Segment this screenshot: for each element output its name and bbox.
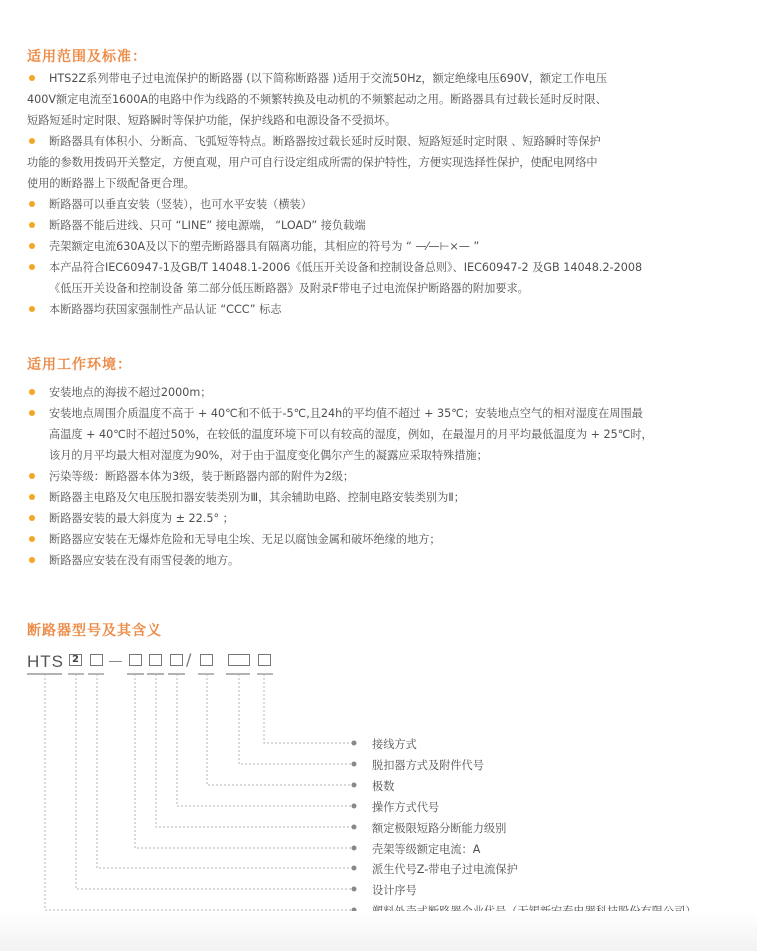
code-box-poles — [200, 654, 213, 666]
legend-label: 极数 — [372, 780, 395, 793]
legend-label: 操作方式代号 — [372, 801, 440, 814]
list-item — [27, 257, 727, 299]
bullet-icon — [29, 75, 35, 81]
legend-label: 派生代号Z-带电子过电流保护 — [372, 863, 518, 876]
model-code-diagram — [0, 640, 757, 930]
list-item — [27, 215, 727, 236]
text-line: 断路器应安装在没有雨雪侵袭的地方。 — [49, 554, 240, 567]
text-line: 断路器具有体积小、分断高、飞弧短等特点。断路器按过载长延时反时限、短路短延时定时限 、短路瞬时等保护 — [49, 135, 601, 148]
scope-list — [27, 68, 727, 320]
legend-label: 设计序号 — [372, 884, 417, 897]
legend-label: 壳架等级额定电流：A — [372, 843, 481, 856]
bullet-icon — [29, 201, 35, 207]
bullet-icon — [29, 473, 35, 479]
legend-label: 脱扣器方式及附件代号 — [372, 759, 484, 772]
bullet-icon — [29, 264, 35, 270]
text-line: 短路短延时定时限、短路瞬时等保护功能，保护线路和电源设备不受损坏。 — [27, 114, 397, 127]
text-line: 本断路器均获国家强制性产品认证 “CCC” 标志 — [49, 303, 282, 316]
bullet-icon — [29, 515, 35, 521]
code-box-frame-current — [129, 654, 142, 666]
bullet-icon — [29, 494, 35, 500]
bullet-icon — [29, 222, 35, 228]
legend-label: 接线方式 — [372, 738, 417, 751]
list-item — [27, 550, 727, 571]
list-item — [27, 131, 727, 194]
code-digit-box: 2 — [69, 654, 82, 666]
code-box-breaking-capacity — [149, 654, 162, 666]
text-line: 《低压开关设备和控制设备 第二部分低压断路器》及附录F带电子过电流保护断路器的附加要求。 — [49, 282, 529, 295]
list-item — [27, 508, 727, 529]
text-line: 该月的月平均最大相对湿度为90%，对于由于温度变化偶尔产生的凝露应采取特殊措施； — [49, 449, 488, 462]
text-line: 400V额定电流至1600A的电路中作为线路的不频繁转换及电动机的不频繁起动之用。断路器具有过载长延时反时限、 — [27, 93, 607, 106]
bullet-icon — [29, 138, 35, 144]
code-box-wiring — [258, 654, 271, 666]
list-item — [27, 68, 727, 131]
text-line: 本产品符合IEC60947-1及GB/T 14048.1-2006《低压开关设备和控制设备总则》、IEC60947-2 及GB 14048.2-2008 — [49, 261, 643, 274]
text-line: 断路器主电路及欠电压脱扣器安装类别为Ⅲ，其余辅助电路、控制电路安装类别为Ⅱ； — [49, 491, 465, 504]
page-bottom-fade — [0, 911, 757, 951]
environment-list — [27, 382, 727, 571]
list-item — [27, 299, 727, 320]
legend-label: 额定极限短路分断能力级别 — [372, 822, 507, 835]
text-line: HTS2Z系列带电子过电流保护的断路器 (以下简称断路器 )适用于交流50Hz，额定绝缘电压690V，额定工作电压 — [49, 72, 608, 85]
list-item — [27, 382, 727, 403]
text-line: 功能的参数用拨码开关整定，方便直观，用户可自行设定组成所需的保护特性，方便实现选择性保护，使配电网络中 — [27, 156, 598, 169]
list-item — [27, 403, 727, 466]
bullet-icon — [29, 410, 35, 416]
code-box-release-accessory — [228, 654, 250, 666]
text-line: 断路器不能后进线、只可 “LINE” 接电源端， “LOAD” 接负载端 — [49, 219, 366, 232]
section-title-environment: 适用工作环境： — [27, 357, 132, 373]
text-line: 高温度 + 40℃时不超过50%，在较低的温度环境下可以有较高的湿度，例如，在最湿月的月平均最低温度为 + 25℃时， — [49, 428, 653, 441]
bullet-icon — [29, 557, 35, 563]
text-line: 使用的断路器上下级配备更合理。 — [27, 177, 195, 190]
code-prefix: HTS — [27, 652, 64, 671]
text-line: 断路器应安装在无爆炸危险和无导电尘埃、无足以腐蚀金属和破坏绝缘的地方； — [49, 533, 441, 546]
bullet-icon — [29, 243, 35, 249]
list-item — [27, 487, 727, 508]
text-line: 污染等级：断路器本体为3级，装于断路器内部的附件为2级； — [49, 470, 355, 483]
list-item — [27, 529, 727, 550]
code-dash — [109, 661, 122, 662]
bullet-icon — [29, 306, 35, 312]
code-slash: / — [186, 650, 192, 669]
section-title-model: 断路器型号及其含义 — [27, 623, 162, 639]
isolation-symbol-line: 壳架额定电流630A及以下的塑壳断路器具有隔离功能，其相应的符号为 “ —⁄—⊢×— ” — [49, 240, 480, 253]
code-box-operation — [170, 654, 183, 666]
list-item — [27, 466, 727, 487]
text-line: 断路器安装的最大斜度为 ± 22.5° ； — [49, 512, 234, 525]
text-line: 安装地点的海拔不超过2000m； — [49, 386, 212, 399]
code-box-derivative — [90, 654, 103, 666]
bullet-icon — [29, 536, 35, 542]
list-item — [27, 236, 727, 257]
bullet-icon — [29, 389, 35, 395]
section-title-scope: 适用范围及标准： — [27, 49, 147, 65]
list-item — [27, 194, 727, 215]
text-line: 断路器可以垂直安装（竖装），也可水平安装（横装） — [49, 198, 312, 211]
text-line: 安装地点周围介质温度不高于 + 40℃和不低于-5℃,且24h的平均值不超过 + 35℃；安装地点空气的相对湿度在周围最 — [49, 407, 643, 420]
